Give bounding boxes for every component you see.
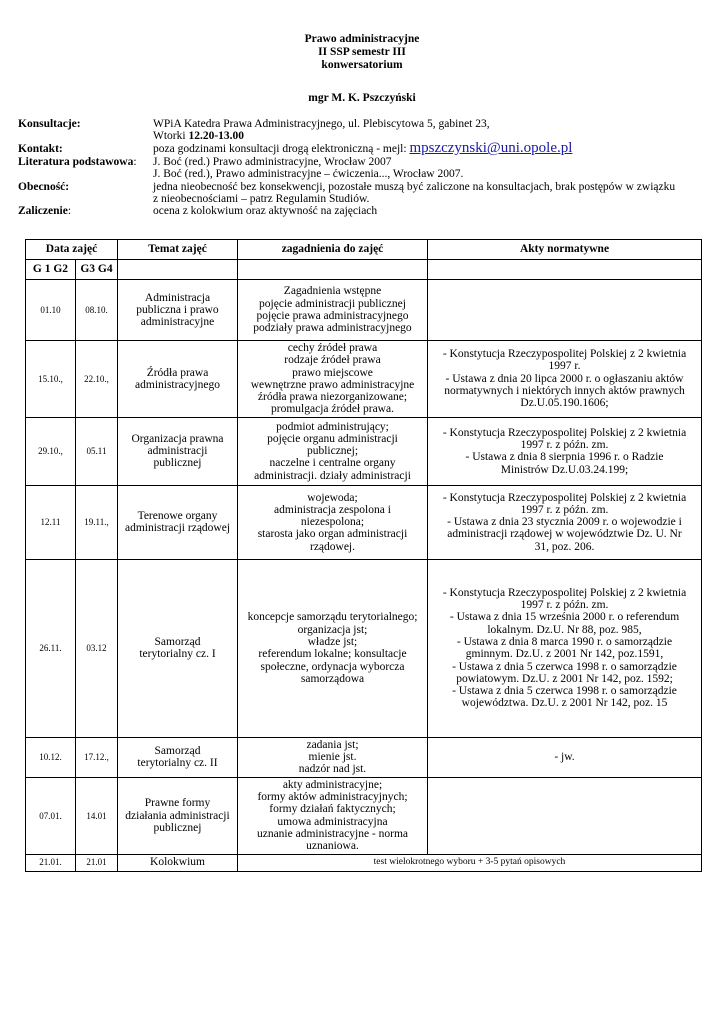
issues-line: organizacja jst; — [297, 623, 368, 636]
issues-cell — [238, 341, 428, 418]
issues-line: prawo miejscowe — [292, 366, 373, 379]
issues-cell — [238, 280, 428, 341]
topic-line: administracyjne — [140, 316, 215, 329]
acts-cell — [428, 280, 702, 341]
contact-row — [18, 140, 718, 157]
issues-line: wojewoda; — [307, 491, 358, 504]
acts-line: - Ustawa z dnia 20 lipca 2000 r. o ogłaszaniu aktów — [445, 372, 684, 385]
acts-line: 1997 r. z późn. zm. — [520, 438, 609, 451]
consultations-day: Wtorki — [153, 130, 189, 143]
date-group-1-2: 29.10., — [26, 417, 76, 485]
topic-cell — [118, 737, 238, 777]
topic-line: administracji rządowej — [124, 522, 231, 535]
topic-cell — [118, 341, 238, 418]
issues-line: samorządowa — [300, 672, 365, 685]
exam-note: test wielokrotnego wyboru + 3-5 pytań opisowych — [238, 854, 702, 871]
contact-label: Kontakt: — [18, 143, 63, 156]
author: mgr M. K. Pszczyński — [308, 92, 416, 104]
acts-line: - Ustawa z dnia 8 sierpnia 1996 r. o Radzie — [465, 451, 664, 464]
acts-line: - jw. — [554, 751, 575, 764]
grading-text: ocena z kolokwium oraz aktywność na zajęciach — [153, 205, 378, 218]
issues-line: społeczne, ordynacja wyborcza — [260, 660, 405, 673]
acts-line: - Ustawa z dnia 23 stycznia 2009 r. o wojewodzie i — [447, 516, 682, 529]
date-group-1-2: 26.11. — [26, 559, 76, 737]
topic-cell — [118, 777, 238, 854]
issues-line: Zagadnienia wstępne — [283, 285, 382, 298]
document-header — [0, 33, 724, 72]
issues-line: naczelne i centralne organy — [269, 457, 396, 470]
issues-line: umowa administracyjna — [277, 815, 388, 828]
course-type: konwersatorium — [321, 59, 403, 71]
table-group-row — [26, 260, 702, 280]
acts-line: administracji rządowej w województwie Dz. U. Nr — [447, 528, 682, 541]
topic-cell — [118, 417, 238, 485]
topic-line: administracji — [147, 445, 208, 458]
course-semester: II SSP semestr III — [318, 46, 406, 58]
acts-line: - Ustawa z dnia 15 września 2000 r. o referendum — [449, 611, 680, 624]
course-title: Prawo administracyjne — [304, 33, 420, 45]
acts-line: normatywnych i niektórych innych aktów prawnych — [444, 385, 685, 398]
issues-line: podziały prawa administracyjnego — [253, 322, 412, 335]
topic-line: działania administracji — [125, 809, 230, 822]
issues-cell — [238, 777, 428, 854]
topic-line: Samorząd — [154, 744, 201, 757]
issues-line: referendum lokalne; konsultacje — [258, 648, 407, 661]
acts-line: - Konstytucja Rzeczypospolitej Polskiej z 2 kwietnia — [442, 586, 687, 599]
acts-line: gminnym. Dz.U. z 2001 Nr 142, poz.1591, — [465, 648, 664, 661]
consultations-row — [18, 118, 718, 130]
acts-line: Ministrów Dz.U.03.24.199; — [500, 463, 629, 476]
attendance-text-2: z nieobecnościami – patrz Regulamin Studiów. — [153, 193, 370, 206]
acts-line: - Konstytucja Rzeczypospolitej Polskiej z 2 kwietnia — [442, 426, 687, 439]
topic-line: publicznej — [153, 821, 202, 834]
table-row — [26, 737, 702, 777]
attendance-text-1: jedna nieobecność bez konsekwencji, pozostałe muszą być zaliczone na konsultacjach, brak postępów w związku — [153, 180, 676, 193]
topic-line: Samorząd — [154, 635, 201, 648]
consultations-label: Konsultacje: — [18, 118, 81, 130]
issues-line: podmiot administrujący; — [276, 420, 389, 433]
issues-cell — [238, 559, 428, 737]
topic-line: terytorialny cz. I — [139, 648, 216, 661]
table-row — [26, 341, 702, 418]
date-group-3-4: 14.01 — [76, 777, 118, 854]
topic-line: Administracja — [144, 291, 211, 304]
issues-cell — [238, 737, 428, 777]
acts-line: 1997 r. z późn. zm. — [520, 599, 609, 612]
acts-cell — [428, 777, 702, 854]
issues-line: pojęcie organu administracji — [267, 432, 398, 445]
date-group-3-4: 17.12., — [76, 737, 118, 777]
literature-row: Literatura podstawowa: J. Boć (red.) Prawo administracyjne, Wrocław 2007 — [18, 156, 718, 168]
issues-cell — [238, 485, 428, 559]
issues-line: akty administracyjne; — [282, 778, 383, 791]
header-group-1-2: G 1 G2 — [26, 260, 76, 280]
acts-line: - Ustawa z dnia 5 czerwca 1998 r. o samorządzie — [452, 685, 677, 698]
issues-cell — [238, 417, 428, 485]
literature-label: Literatura podstawowa — [18, 155, 134, 168]
issues-line: źródła prawa niezorganizowane; — [257, 391, 408, 404]
acts-line: województwa. Dz.U. z 2001 Nr 142, poz. 15 — [461, 697, 668, 710]
acts-cell — [428, 737, 702, 777]
header-acts: Akty normatywne — [428, 240, 702, 260]
attendance-row — [18, 181, 718, 193]
table-row — [26, 777, 702, 854]
issues-line: uznaniowa. — [306, 840, 359, 853]
acts-line: powiatowym. Dz.U. z 2001 Nr 142, poz. 1592; — [456, 672, 673, 685]
issues-line: cechy źródeł prawa — [287, 342, 378, 354]
date-group-3-4: 03.12 — [76, 559, 118, 737]
issues-line: starosta jako organ administracji — [257, 528, 408, 541]
topic-line: administracyjnego — [135, 378, 220, 391]
topic-cell — [118, 485, 238, 559]
consultations-value: WPiA Katedra Prawa Administracyjnego, ul. Plebiscytowa 5, gabinet 23, — [153, 118, 490, 130]
issues-line: pojęcie administracji publicznej — [259, 297, 406, 310]
acts-line: lokalnym. Dz.U. Nr 88, poz. 985, — [487, 623, 642, 636]
literature-item-2: J. Boć (red.), Prawo administracyjne – ćwiczenia..., Wrocław 2007. — [153, 168, 464, 181]
header-topic: Temat zajęć — [118, 240, 238, 260]
acts-line: - Konstytucja Rzeczypospolitej Polskiej z 2 kwietnia — [442, 348, 687, 361]
date-group-1-2: 21.01. — [26, 854, 76, 871]
acts-line: 1997 r. — [548, 360, 581, 373]
issues-line: pojęcie prawa administracyjnego — [256, 310, 409, 322]
topic-line: Źródła prawa — [146, 366, 209, 379]
date-group-3-4: 22.10., — [76, 341, 118, 418]
date-group-1-2: 07.01. — [26, 777, 76, 854]
contact-text: poza godzinami konsultacji drogą elektroniczną - mejl: — [153, 143, 410, 156]
issues-line: promulgacja źródeł prawa. — [271, 403, 394, 416]
issues-line: koncepcje samorządu terytorialnego; — [247, 611, 418, 624]
issues-line: formy aktów administracyjnych; — [257, 791, 408, 804]
issues-line: nadzór nad jst. — [298, 763, 367, 776]
course-info — [18, 118, 718, 218]
topic-line: publicznej — [153, 457, 202, 470]
acts-cell — [428, 341, 702, 418]
table-body — [26, 280, 702, 872]
grading-label: Zaliczenie — [18, 205, 68, 218]
consultations-hours-row — [18, 130, 718, 142]
issues-line: uznanie administracyjne - norma — [256, 827, 409, 840]
issues-line: publicznej; — [306, 445, 359, 458]
date-group-1-2: 10.12. — [26, 737, 76, 777]
contact-email-link[interactable]: mpszczynski@uni.opole.pl — [409, 140, 573, 157]
table-row-exam — [26, 854, 702, 871]
issues-line: niezespolona; — [300, 516, 365, 529]
literature-item-1: J. Boć (red.) Prawo administracyjne, Wrocław 2007 — [153, 155, 392, 168]
header-issues: zagadnienia do zajęć — [238, 240, 428, 260]
topic-line: Prawne formy — [144, 797, 211, 810]
attendance-label: Obecność: — [18, 180, 70, 193]
topic-cell — [118, 559, 238, 737]
issues-line: rządowej. — [309, 540, 356, 553]
issues-line: rodzaje źródeł prawa — [284, 354, 381, 367]
date-group-1-2: 01.10 — [26, 280, 76, 341]
grading-row: Zaliczenie: ocena z kolokwium oraz aktywność na zajęciach — [18, 205, 718, 217]
date-group-1-2: 15.10., — [26, 341, 76, 418]
topic-line: Terenowe organy — [137, 509, 218, 522]
topic-line: terytorialny cz. II — [137, 757, 218, 770]
acts-cell — [428, 559, 702, 737]
acts-line: - Konstytucja Rzeczypospolitej Polskiej z 2 kwietnia — [442, 491, 687, 504]
table-header-row — [26, 240, 702, 260]
table-row — [26, 485, 702, 559]
issues-line: wewnętrzne prawo administracyjne — [250, 378, 415, 391]
acts-line: 1997 r. z późn. zm. — [520, 503, 609, 516]
acts-line: Dz.U.05.190.1606; — [520, 397, 609, 410]
acts-line: - Ustawa z dnia 5 czerwca 1998 r. o samorządzie — [452, 660, 677, 673]
table-row — [26, 417, 702, 485]
acts-cell — [428, 485, 702, 559]
issues-line: władze jst; — [307, 635, 358, 648]
topic-line: publiczna i prawo — [136, 303, 219, 316]
date-group-3-4: 19.11., — [76, 485, 118, 559]
date-group-1-2: 12.11 — [26, 485, 76, 559]
header-date: Data zajęć — [26, 240, 118, 260]
issues-line: formy działań faktycznych; — [269, 803, 396, 816]
header-group-3-4: G3 G4 — [76, 260, 118, 280]
acts-line: 31, poz. 206. — [534, 540, 595, 553]
date-group-3-4: 08.10. — [76, 280, 118, 341]
acts-line: - Ustawa z dnia 8 marca 1990 r. o samorządzie — [456, 635, 673, 648]
issues-line: mienie jst. — [308, 751, 357, 764]
schedule-table — [25, 239, 702, 872]
topic-line: Organizacja prawna — [131, 432, 224, 445]
consultations-hours: 12.20-13.00 — [188, 130, 245, 143]
issues-line: administracja zespolona i — [274, 503, 391, 516]
table-row — [26, 280, 702, 341]
date-group-3-4: 05.11 — [76, 417, 118, 485]
topic-cell — [118, 280, 238, 341]
acts-cell — [428, 417, 702, 485]
table-row — [26, 559, 702, 737]
topic-cell: Kolokwium — [118, 854, 238, 871]
date-group-3-4: 21.01 — [76, 854, 118, 871]
issues-line: zadania jst; — [306, 738, 359, 751]
issues-line: administracji. działy administracji — [254, 469, 411, 482]
